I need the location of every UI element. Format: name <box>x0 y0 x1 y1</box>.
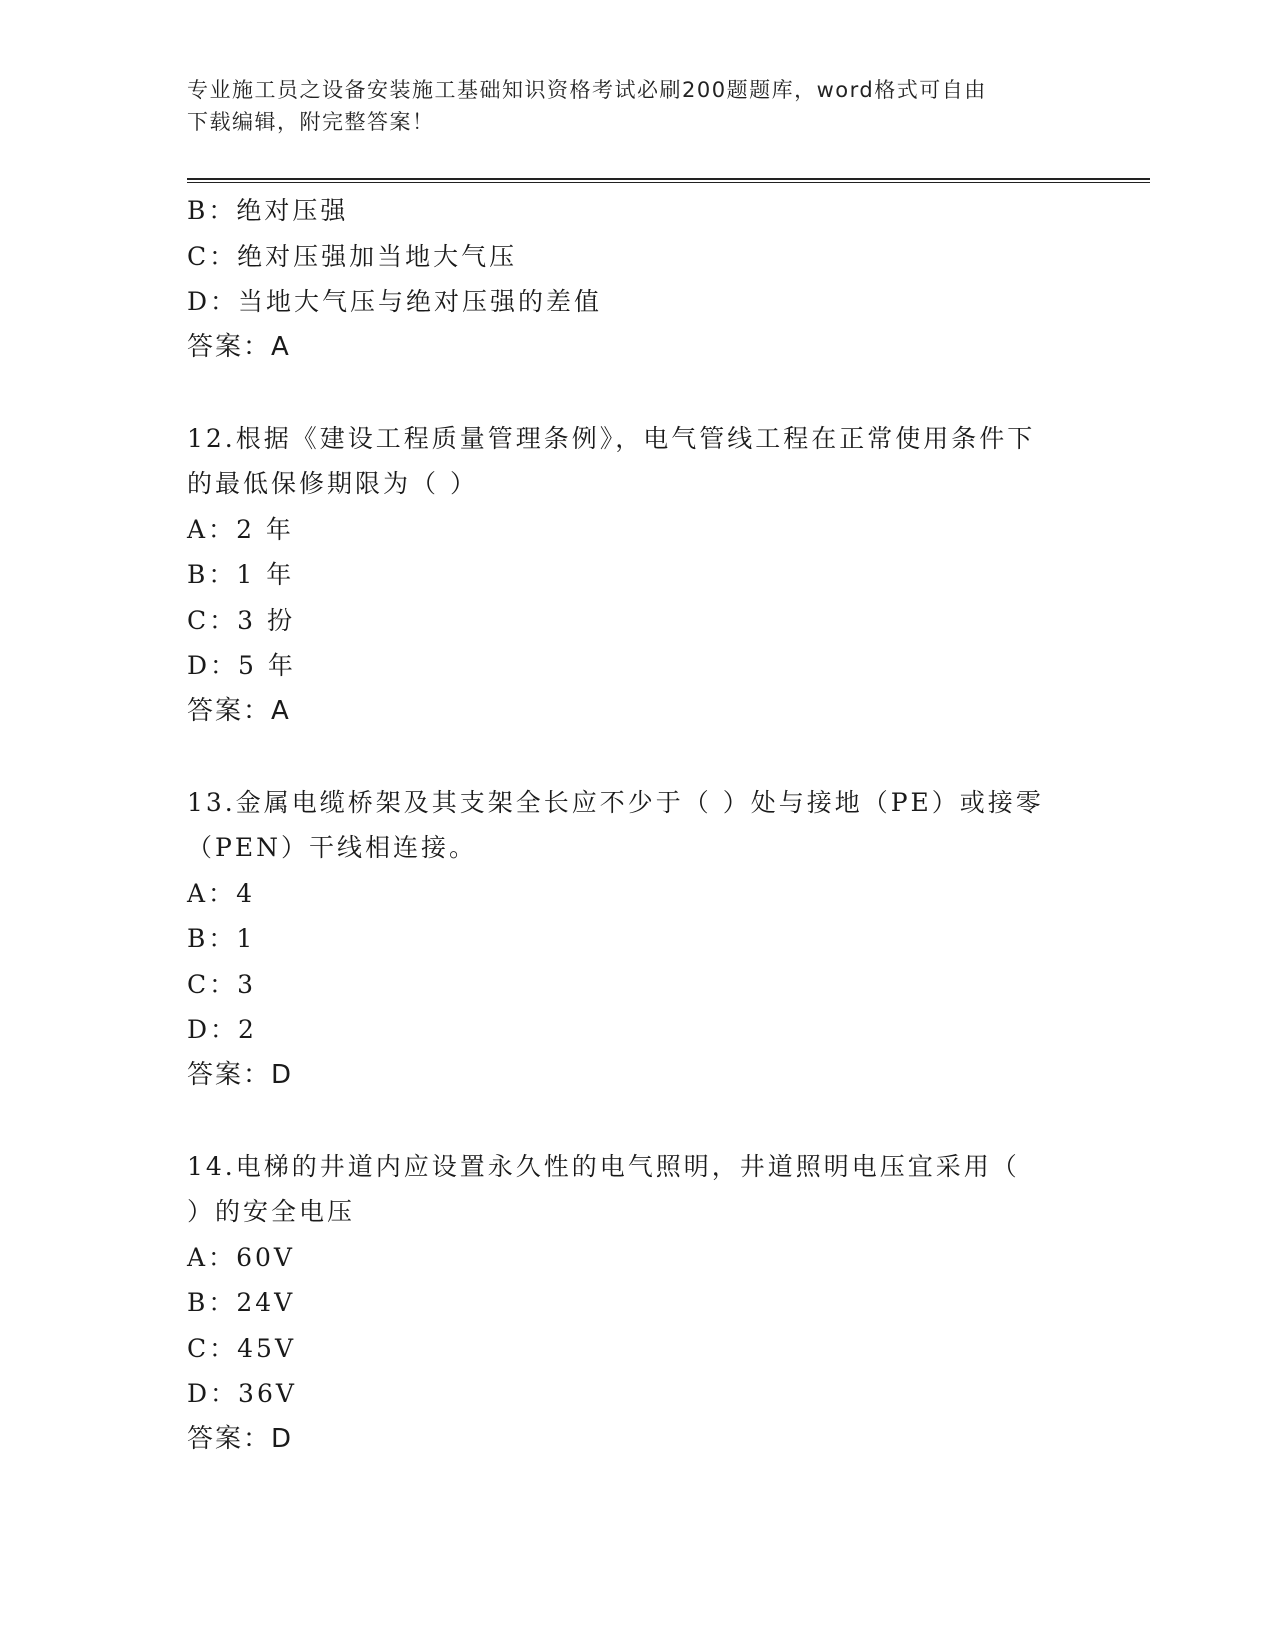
option-d: D：5 年 <box>187 651 296 680</box>
option-d: D：36V <box>187 1379 297 1408</box>
question-stem-line-1: 14.电梯的井道内应设置永久性的电气照明，井道照明电压宜采用（ <box>187 1151 1020 1181</box>
question-stem-line-1: 12.根据《建设工程质量管理条例》，电气管线工程在正常使用条件下 <box>187 423 1036 453</box>
spacer <box>187 734 1087 780</box>
answer: 答案：A <box>187 695 291 726</box>
option-c: C：45V <box>187 1333 297 1363</box>
answer: 答案：A <box>187 331 291 362</box>
question-14 <box>187 1144 1087 1463</box>
question-stem-line-1: 13.金属电缆桥架及其支架全长应不少于（ ）处与接地（PE）或接零 <box>187 787 1044 817</box>
option-b: B：24V <box>187 1288 296 1317</box>
option-d: D：2 <box>187 1015 257 1044</box>
option-b: B：1 年 <box>187 560 295 589</box>
question-stem-line-2: ）的安全电压 <box>187 1197 356 1226</box>
option-a: A：2 年 <box>187 514 294 544</box>
question-stem-line-2: （PEN）干线相连接。 <box>187 833 477 862</box>
option-c: C：绝对压强加当地大气压 <box>187 241 518 271</box>
question-13 <box>187 780 1087 1099</box>
answer: 答案：D <box>187 1423 294 1454</box>
option-b: B：1 <box>187 924 256 953</box>
header-divider-thin <box>187 182 1150 183</box>
answer: 答案：D <box>187 1059 294 1090</box>
question-11-partial <box>187 188 1087 370</box>
option-b: B：绝对压强 <box>187 196 349 225</box>
option-a: A：60V <box>187 1242 295 1272</box>
header-title-line-2: 下载编辑，附完整答案！ <box>187 110 435 134</box>
question-12 <box>187 416 1087 735</box>
option-a: A：4 <box>187 878 255 908</box>
spacer <box>187 370 1087 416</box>
spacer <box>187 1098 1087 1144</box>
question-stem-line-2: 的最低保修期限为（ ） <box>187 469 478 498</box>
question-list <box>187 188 1087 1462</box>
option-c: C：3 扮 <box>187 605 295 635</box>
option-d: D：当地大气压与绝对压强的差值 <box>187 287 603 316</box>
option-c: C：3 <box>187 969 257 999</box>
header-title-line-1: 专业施工员之设备安装施工基础知识资格考试必刷200题题库，word格式可自由 <box>187 78 987 102</box>
header-divider-thick <box>187 178 1150 180</box>
document-header <box>187 74 1067 138</box>
